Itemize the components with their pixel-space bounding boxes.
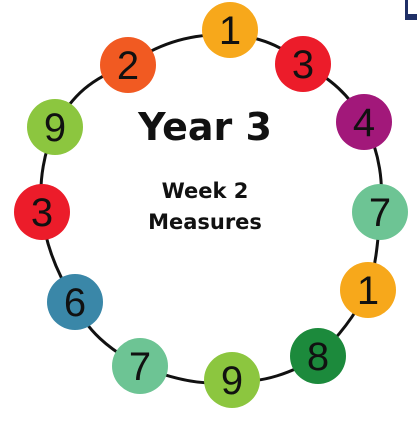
number-bubble xyxy=(290,328,346,384)
number-bubble xyxy=(275,36,331,92)
title-block xyxy=(95,105,315,237)
bubble-number: 1 xyxy=(218,9,242,53)
number-bubble xyxy=(352,184,408,240)
number-bubble xyxy=(202,2,258,58)
week-label: Week 2 xyxy=(161,179,249,203)
bubble-number: 7 xyxy=(128,345,152,389)
topic-label: Measures xyxy=(148,209,262,234)
bubble-number: 9 xyxy=(43,106,67,150)
number-bubble xyxy=(14,184,70,240)
number-bubble xyxy=(112,338,168,394)
bubble-number: 2 xyxy=(116,44,140,88)
year-title: Year 3 xyxy=(138,105,272,149)
number-bubble xyxy=(27,99,83,155)
number-bubble xyxy=(336,94,392,150)
bubble-number: 4 xyxy=(352,101,376,145)
bubble-number: 8 xyxy=(306,335,330,379)
number-bubble xyxy=(340,262,396,318)
number-bubble xyxy=(204,352,260,408)
bubble-number: 6 xyxy=(63,281,87,325)
number-bubble xyxy=(100,37,156,93)
bubble-number: 7 xyxy=(368,191,392,235)
number-bubble xyxy=(47,274,103,330)
bubble-number: 3 xyxy=(30,191,54,235)
bubble-number: 3 xyxy=(291,43,315,87)
bubble-number: 9 xyxy=(220,359,244,403)
bubble-number: 1 xyxy=(356,269,380,313)
